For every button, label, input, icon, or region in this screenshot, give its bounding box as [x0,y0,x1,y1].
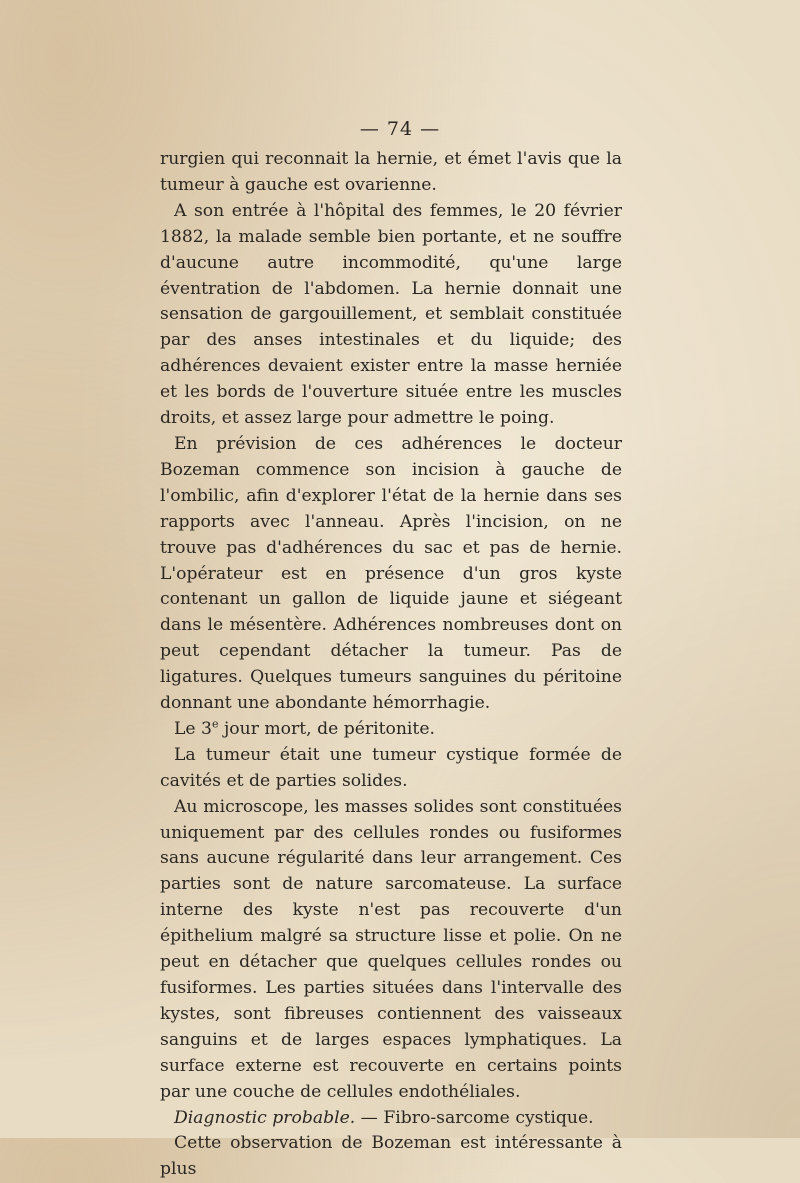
body-text [160,147,622,1183]
paragraph-3: En prévision de ces adhérences le docteur Bozeman commence son incision à gauche de l'ombilic, afin d'explorer l'état de la hernie dans ses rapports avec l'anneau. Après l'incision, on ne trouve pas d'adhérences du sac et pas de hernie. L'opérateur est en présence d'un gros kyste contenant un gallon de liquide jaune et siégeant dans le mésentère. Adhérences nombreuses dont on peut cependant détacher la tumeur. Pas de ligatures. Quelques tumeurs sanguines du péritoine donnant une abondante hémorrhagie. [160,433,622,714]
paragraph-8: Cette observation de Bozeman est intéressante à plus [160,1133,622,1180]
paragraph-4-suffix: jour mort, de péritonite. [218,718,435,739]
paragraph-4-prefix: Le 3 [174,718,212,739]
paragraph-2: A son entrée à l'hôpital des femmes, le 20 février 1882, la malade semble bien portante, et ne souffre d'aucune autre incommodité, qu'une large éventration de l'abdomen. La hernie donnait une sensation de gargouillement, et semblait constituée par des anses intestinales et du liquide; des adhérences devaient exister entre la masse herniée et les bords de l'ouverture située entre les muscles droits, et assez large pour admettre le poing. [160,200,622,429]
diagnosis-text: — Fibro-sarcome cystique. [355,1107,594,1128]
ordinal-superscript: e [211,717,219,731]
paragraph-7 [160,1106,622,1132]
paragraph-6: Au microscope, les masses solides sont constituées uniquement par des cellules rondes ou fusiformes sans aucune régularité dans leur arrangement. Ces parties sont de nature sarcomateuse. La surface interne des kyste n'est pas recouverte d'un épithelium malgré sa structure lisse et polie. On ne peut en détacher que quelques cellules rondes ou fusiformes. Les parties situées dans l'intervalle des kystes, sont fibreuses contiennent des vaisseaux sanguins et de larges espaces lymphatiques. La surface externe est recouverte en certains points par une couche de cellules endothéliales. [160,796,622,1102]
paragraph-4 [160,717,622,743]
page-number: — 74 — [359,118,441,140]
diagnosis-label: Diagnostic probable. [174,1107,356,1128]
paragraph-5: La tumeur était une tumeur cystique formée de cavités et de parties solides. [160,744,622,791]
paragraph-1: rurgien qui reconnait la hernie, et émet l'avis que la tumeur à gauche est ovarienne. [160,149,622,195]
